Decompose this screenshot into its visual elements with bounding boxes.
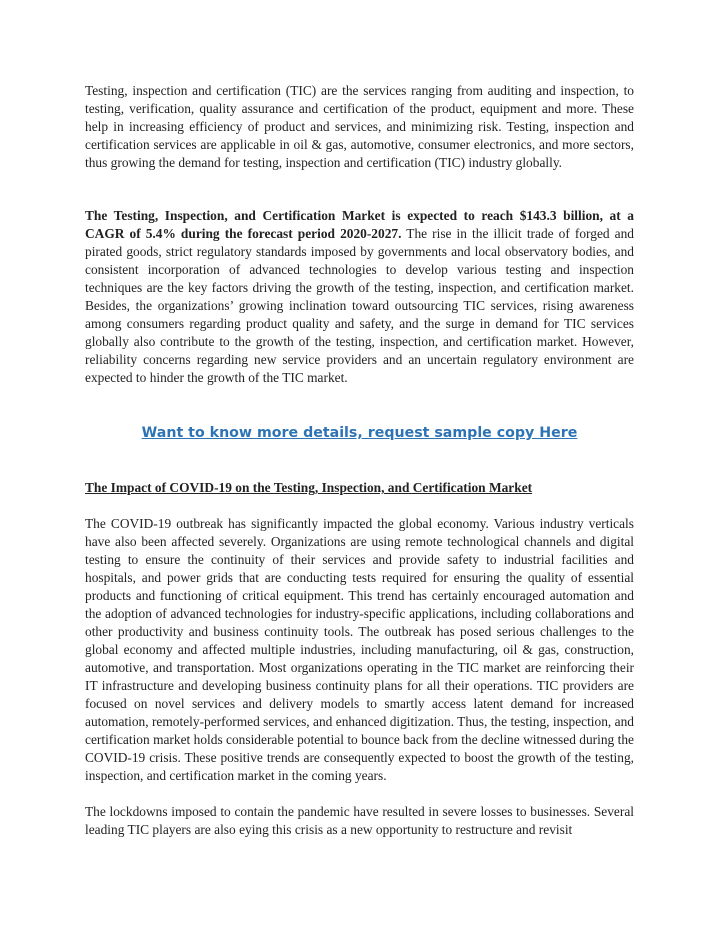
intro-paragraph: Testing, inspection and certification (TIC) are the services ranging from auditing and inspection, to testing, verification, quality assurance and certification of the product, equipment and more. These help in increasing efficiency of product and services, and minimizing risk. Testing, inspection and certification services are applicable in oil & gas, automotive, consumer electronics, and more sectors, thus growing the demand for testing, inspection and certification (TIC) industry globally. (85, 83, 634, 170)
sample-request-cta (85, 423, 634, 443)
document-body (85, 82, 634, 839)
request-sample-link[interactable]: Want to know more details, request sample copy Here (141, 425, 578, 441)
lockdown-paragraph: The lockdowns imposed to contain the pandemic have resulted in severe losses to businesses. Several leading TIC players are also eying this crisis as a new opportunity to restructure and revisit (85, 804, 634, 837)
market-paragraph (85, 207, 634, 387)
covid-section-heading: The Impact of COVID-19 on the Testing, Inspection, and Certification Market (85, 480, 533, 495)
market-body-text: The rise in the illicit trade of forged and pirated goods, strict regulatory standards imposed by governments and local observatory bodies, and consistent incorporation of advanced technologies to develop various testing and inspection techniques are the key factors driving the growth of the testing, inspection, and certification market. Besides, the organizations’ growing inclination toward outsourcing TIC services, rising awareness among consumers regarding product quality and safety, and the surge in demand for TIC services globally also contribute to the growth of the testing, inspection, and certification market. However, reliability concerns regarding new service providers and an uncertain regulatory environment are expected to hinder the growth of the TIC market. (85, 226, 634, 385)
market-lead-text: The Testing, Inspection, and Certification Market is expected to reach $143.3 billion, at a CAGR of 5.4% during the forecast period 2020-2027. (85, 208, 634, 241)
covid-paragraph: The COVID-19 outbreak has significantly impacted the global economy. Various industry verticals have also been affected severely. Organizations are using remote technological channels and digital testing to ensure the continuity of their services and provide safety to industrial facilities and hospitals, and power grids that are conducting tests required for ensuring the quality of essential products and functioning of critical equipment. This trend has certainly encouraged automation and the adoption of advanced technologies for industry-specific applications, including collaborations and other productivity and business continuity tools. The outbreak has posed serious challenges to the global economy and affected multiple industries, including manufacturing, oil & gas, construction, automotive, and transportation. Most organizations operating in the TIC market are reinforcing their IT infrastructure and developing business continuity plans for all their operations. TIC providers are focused on novel services and delivery models to smartly access latent demand for increased automation, remotely-performed services, and enhanced digitization. Thus, the testing, inspection, and certification market holds considerable potential to bounce back from the decline witnessed during the COVID-19 crisis. These positive trends are consequently expected to boost the growth of the testing, inspection, and certification market in the coming years. (85, 516, 634, 783)
